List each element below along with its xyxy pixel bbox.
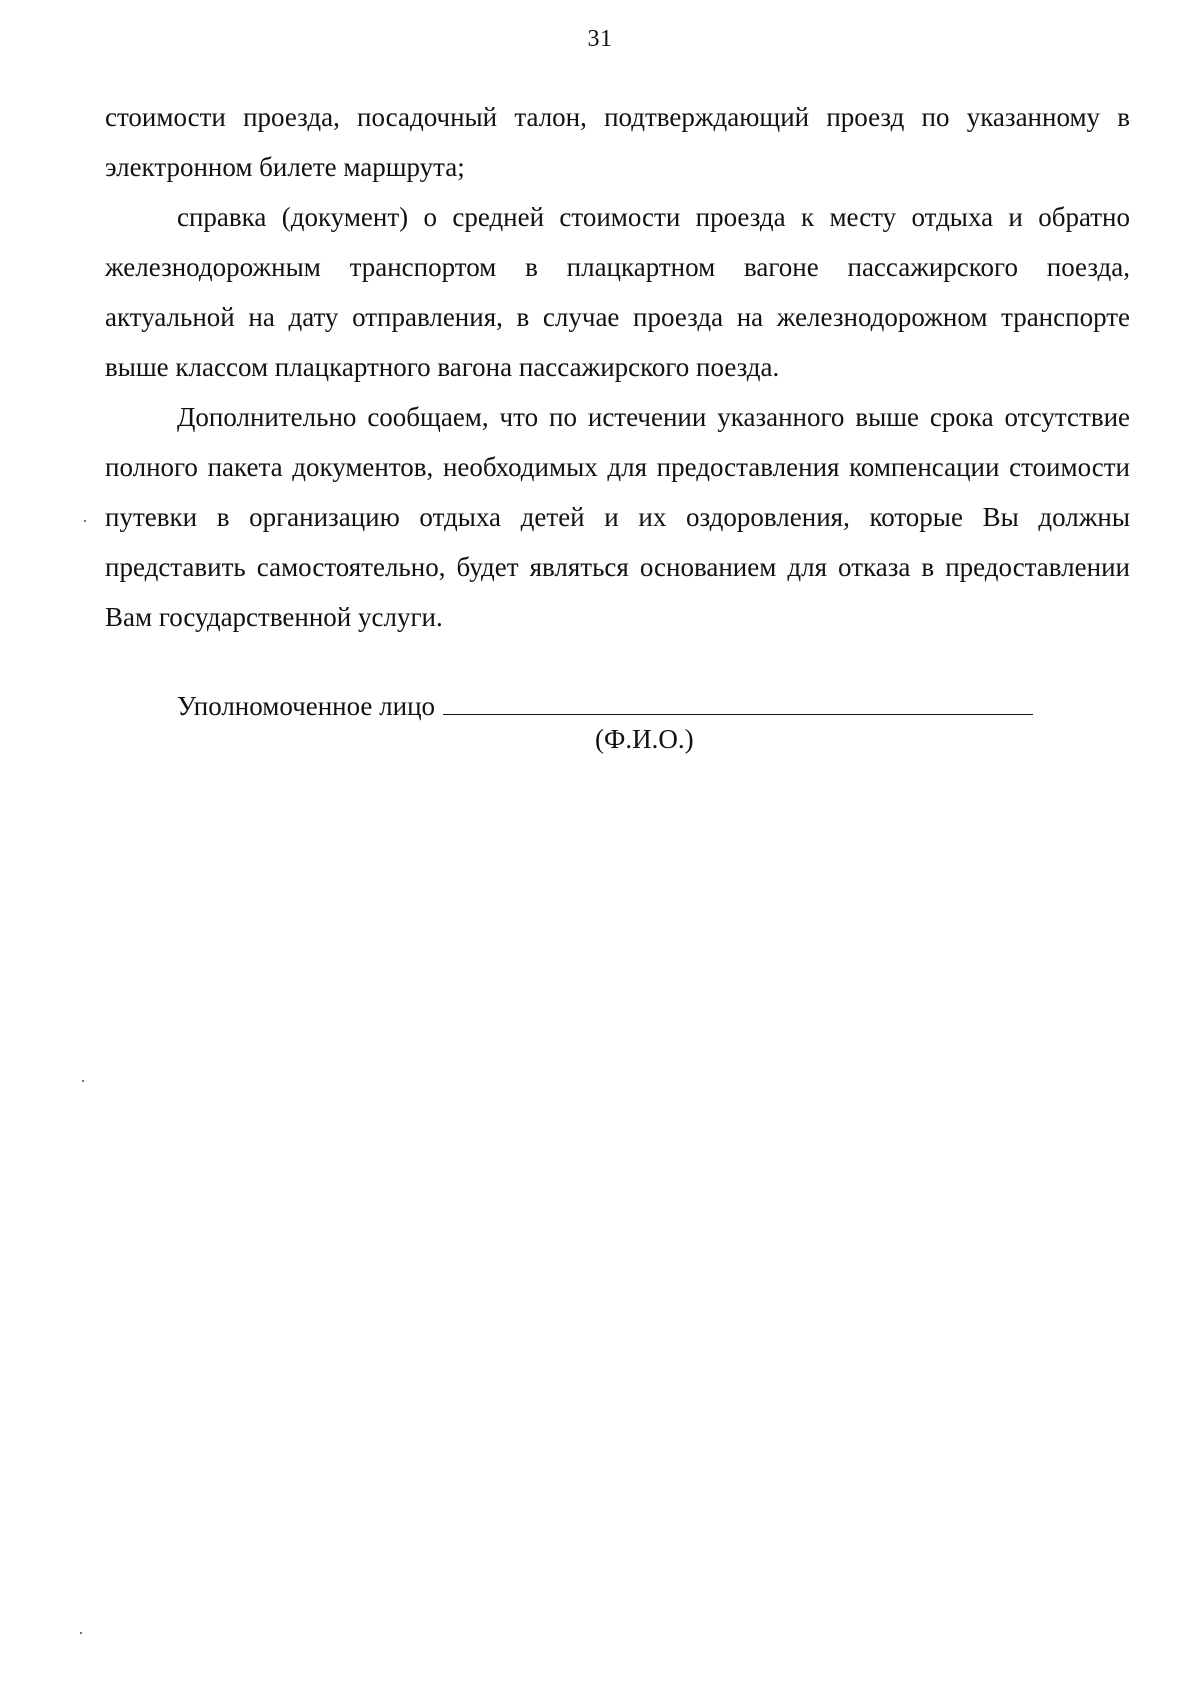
margin-dot: [80, 1632, 82, 1634]
signature-block: [177, 680, 1057, 754]
paragraph-certificate: справка (документ) о средней стоимости проезда к месту отдыха и обратно железнодорожным транспортом в плацкартном вагоне пассажирского поезда, актуальной на дату отправления, в случае проезда на железнодорожном транспорте выше классом плацкартного вагона пассажирского поезда.: [105, 202, 1130, 382]
margin-dot: [82, 1080, 84, 1082]
paragraph-notice: Дополнительно сообщаем, что по истечении указанного выше срока отсутствие полного пакета документов, необходимых для предоставления компенсации стоимости путевки в организацию отдыха детей и их оздоровления, которые Вы должны представить самостоятельно, будет являться основанием для отказа в предоставлении Вам государственной услуги.: [105, 402, 1130, 632]
signature-caption: (Ф.И.О.): [595, 724, 694, 754]
signature-row: [177, 680, 1057, 722]
signature-label: Уполномоченное лицо: [177, 691, 436, 721]
paragraph-continuation: стоимости проезда, посадочный талон, подтверждающий проезд по указанному в электронном билете маршрута;: [105, 102, 1130, 182]
signature-line: [443, 714, 1033, 715]
document-body: [105, 92, 1130, 642]
page-number: 31: [587, 26, 613, 52]
margin-dot: [84, 520, 86, 522]
